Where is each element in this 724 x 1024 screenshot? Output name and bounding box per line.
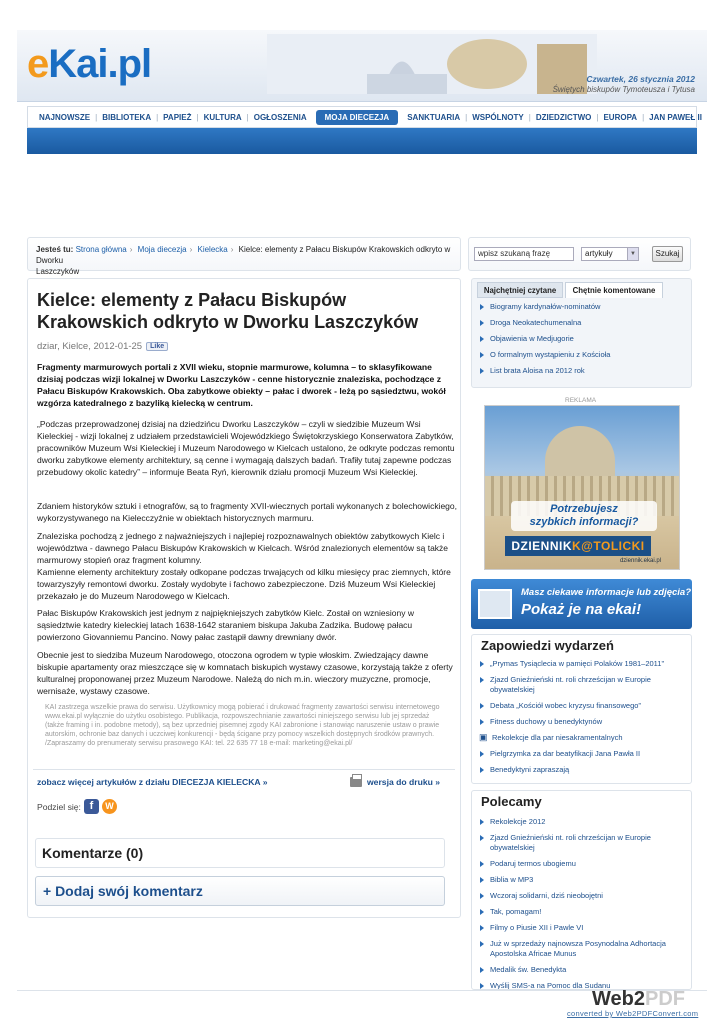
like-label: Like [150,343,165,350]
search-category-value: artykuły [585,249,613,258]
popular-list [478,302,684,382]
breadcrumb-label: Jesteś tu: [36,245,74,254]
recommend-list [478,817,686,990]
list-item[interactable]: Podaruj termos ubogiemu [478,859,686,869]
list-item[interactable]: Zjazd Gnieźnieński nt. roli chrześcijan w Europie obywatelskiej [478,833,686,853]
recommend-box [471,790,692,990]
comments-heading: Komentarze (0) [35,838,445,868]
list-item[interactable]: „Prymas Tysiąclecia w pamięci Polaków 1981–2011” [478,659,686,669]
article-paragraph: „Podczas przeprowadzonej dzisiaj na dziedzińcu Dworku Laszczyków – czyli w siedzibie Muzeum Wsi Kieleckiej - wizji lokalnej z udziałem przedstawicieli Wojewódzkiego Świętokrzyskiego Konserwatora Zabytków, pracowników Muzeum Wsi Kieleckiej i Muzeum Narodowego w Kielcach ustalono, że odkryte podczas remontu dworku zabytkowe elementy architektury, są cenne i wymagają dalszych badań. Trafiły tutaj zapewne podczas przebudowy okolic katedry” – informuje Beata Ryń, kierownik działu promocji Muzeum Wsi Kieleckiej. [37,419,455,477]
breadcrumb: Jesteś tu: Strona główna › Moja diecezja › Kielecka › Kielce: elementy z Pałacu Biskupów Krakowskich odkryto w Dworku Laszczyków [27,237,461,271]
subnav-bar [27,128,697,154]
nav-kultura[interactable]: KULTURA [203,112,242,122]
add-comment-button[interactable]: + Dodaj swój komentarz [35,876,445,906]
list-item[interactable]: Benedyktyni zapraszają [478,765,686,775]
events-box [471,634,692,784]
nav-dziedzictwo[interactable]: DZIEDZICTWO [535,112,592,122]
photo-banner-question: Masz ciekawe informacje lub zdjęcia? [521,587,692,598]
list-item[interactable]: Wczoraj solidarni, dziś nieobojętni [478,891,686,901]
copyright-notice: KAI zastrzega wszelkie prawa do serwisu. Użytkownicy mogą pobierać i drukować fragmenty zawartości serwisu internetowego www.ekai.pl wyłącznie do użytku osobistego. Publikacja, rozpowszechnianie zawartości niniejszego serwisu lub jej sprzedaż (także framing i in. podobne metody), są bez uprzedniej pisemnej zgody KAI zabronione i stanowiąc naruszenie ustaw o prawie autorskim, ochronie baz danych i uczciwej konkurencji - będą ścigane przy pomocy wszelkich dostępnych środków prawnych. /Zapraszamy do prenumeraty serwisu prasowego KAI: tel. 22 635 77 18 e-mail: marketing@ekai.pl/ [45,704,440,747]
nav-biblioteka[interactable]: BIBLIOTEKA [102,112,152,122]
ekai-logo[interactable]: eKai.pl [27,42,152,86]
tab-most-read[interactable]: Najchętniej czytane [477,282,563,298]
search-input[interactable]: wpisz szukaną frazę [474,247,574,261]
article-lead: Fragmenty marmurowych portali z XVII wieku, stopnie marmurowe, kolumna – to sklasyfikowane dzisiaj podczas wizji lokalnej w Dworku Laszczyków - cenne historycznie znaleziska, pochodzące z Pałacu Biskupów Krakowskich. Oba zabytkowe obiekty – pałac i dworek - leżą po sąsiedztwu, wokół wzgórza katedralnego z bazyliką kielecką w centrum. [37,362,446,408]
share-label: Podziel się: [37,801,81,812]
recommend-title: Polecamy [481,794,542,809]
facebook-like-button[interactable] [146,342,168,351]
ad-label: REKLAMA [565,397,597,404]
article [27,278,461,918]
tab-most-commented[interactable]: Chętnie komentowane [565,282,663,298]
more-articles-link[interactable]: zobacz więcej artykułów z działu DIECEZJA KIELECKA » [37,777,268,787]
nav-wspolnoty[interactable]: WSPÓLNOTY [472,112,524,122]
breadcrumb-kielecka[interactable]: Kielecka [197,245,228,254]
list-item[interactable]: Rekolekcje 2012 [478,817,686,827]
nav-papiez[interactable]: PAPIEŻ [163,112,192,122]
events-list [478,659,686,781]
share-bar [37,799,117,814]
events-title: Zapowiedzi wydarzeń [481,638,614,653]
header-banner [17,30,707,102]
nav-jan-pawel-ii[interactable]: JAN PAWEŁ II [649,112,702,122]
article-paragraph: Pałac Biskupów Krakowskich jest jednym z najpiękniejszych zabytków Kielc. Został on wzniesiony w sąsiedztwie katedry kieleckiej latach 1638-1642 staraniem biskupa Jakuba Zadzika. Budowę pałacu powierzono Giovanniemu Pancino. Nowy pałac zastąpił dawny drewniany dwór. [37,608,414,642]
breadcrumb-moja-diecezja[interactable]: Moja diecezja [137,245,187,254]
list-item[interactable]: Pielgrzymka za dar beatyfikacji Jana Pawła II [478,749,686,759]
list-item[interactable]: ▣ Rekolekcje dla par niesakramentalnych [478,733,686,743]
chevron-down-icon: ▼ [627,248,638,260]
breadcrumb-home[interactable]: Strona główna [75,245,127,254]
ad-brand: DZIENNIKK@TOLICKI [505,536,651,556]
facebook-icon[interactable]: f [84,799,99,814]
photo-frame-icon [478,589,512,619]
current-date: Czwartek, 26 stycznia 2012 [586,74,695,84]
list-item[interactable]: Droga Neokatechumenalna [478,318,684,328]
nav-najnowsze[interactable]: NAJNOWSZE [39,112,91,122]
article-paragraph: Obecnie jest to siedziba Muzeum Narodowego, otoczona ogrodem w typie włoskim. Zwiedzający dawne biskupie apartamenty oraz mieszczące się w komnatach biskupich wystawy czasowe, korzystają także z oferty kulturalnej proponowanej przez Muzeum Narodowe. Należą do nich m.in. wieczory muzyczne, promocje, wernisaże, wystawy czasowe. [37,650,453,696]
search-button[interactable]: Szukaj [652,246,683,262]
dziennik-katolicki-ad[interactable] [484,405,680,570]
saints-of-day: Świętych biskupów Tymoteusza i Tytusa [552,85,695,94]
list-item[interactable]: Filmy o Piusie XII i Pawle VI [478,923,686,933]
list-item[interactable]: Już w sprzedaży najnowsza Posynodalna Adhortacja Apostolska Africae Munus [478,939,686,959]
search-category-select[interactable] [581,247,639,261]
breadcrumb-current-cont: Laszczyków [36,267,80,276]
list-item[interactable]: Biogramy kardynałów-nominatów [478,302,684,312]
site-header [17,30,707,160]
list-item[interactable]: Medalik św. Benedykta [478,965,686,975]
photo-banner-cta: Pokaż je na ekai! [521,601,642,618]
list-item[interactable]: Zjazd Gnieźnieński nt. roli chrześcijan w Europie obywatelskiej [478,675,686,695]
web2pdf-logo: Web2PDF [592,988,685,1010]
breadcrumb-current: Kielce: elementy z Pałacu Biskupów Krakowskich odkryto w Dworku [36,245,451,265]
converted-by-link[interactable]: converted by Web2PDFConvert.com [567,1009,699,1018]
print-version-link[interactable] [350,777,440,787]
vatican-banner-image [267,34,597,94]
list-item[interactable]: Wyślij SMS-a na Pomoc dla Sudanu [478,981,686,990]
article-meta [37,341,168,352]
list-item[interactable]: O formalnym wystąpieniu z Kościoła [478,350,684,360]
wykop-icon[interactable]: W [102,799,117,814]
nav-europa[interactable]: EUROPA [603,112,638,122]
ad-headline: Potrzebujesz szybkich informacji? [511,501,657,531]
article-byline: dziar, Kielce, 2012-01-25 [37,341,143,352]
ad-url: dziennik.ekai.pl [619,558,661,564]
article-title: Kielce: elementy z Pałacu Biskupów Krakowskich odkryto w Dworku Laszczyków [37,290,419,332]
printer-icon [350,777,362,787]
popular-tabs-box [471,278,692,388]
article-paragraph: Znaleziska pochodzą z jednego z najważniejszych i najlepiej rozpoznawalnych obiektów zabytkowych Kielc i województwa - dawnego Pałacu Biskupów Krakowskich w Kielcach. Wśród znalezionych elementów są także marmurowy stopień oraz fragment kolumny. [37,531,449,565]
print-label: wersja do druku » [367,777,441,787]
article-paragraph: Zdaniem historyków sztuki i etnografów, są to fragmenty XVII-wiecznych portali wykonanych z bolechowickiego, wykorzystywanego na Kielecczyźnie w obiektach historycznych marmuru. [37,501,457,523]
list-item[interactable]: List brata Aloisa na 2012 rok [478,366,684,376]
article-paragraph: Kamienne elementy architektury zostały odkopane podczas trwających od kilku miesięcy prac ziemnych, które towarzyszyły remontowi dworku. Zostały wydobyte i fachowo zabezpieczone. Dziś Muzeum Wsi Kieleckiej przekazało je do Muzeum Narodowego w Kielcach. [37,567,451,601]
send-photos-banner[interactable] [471,579,692,629]
list-item[interactable]: Objawienia w Medjugorie [478,334,684,344]
list-item[interactable]: Tak, pomagam! [478,907,686,917]
list-item[interactable]: Debata „Kościół wobec kryzysu finansowego” [478,701,686,711]
list-item[interactable]: Fitness duchowy u benedyktynów [478,717,686,727]
divider [33,769,455,770]
list-item[interactable]: Biblia w MP3 [478,875,686,885]
nav-moja-diecezja[interactable]: MOJA DIECEZJA [316,110,399,125]
search-box [468,237,691,271]
main-nav: NAJNOWSZE | BIBLIOTEKA | PAPIEŻ | KULTURA | OGŁOSZENIA MOJA DIECEZJA SANKTUARIA | WSPÓLNOTY | DZIEDZICTWO | EUROPA | JAN PAWEŁ II [27,106,697,128]
nav-sanktuaria[interactable]: SANKTUARIA [407,112,461,122]
nav-ogloszenia[interactable]: OGŁOSZENIA [253,112,307,122]
